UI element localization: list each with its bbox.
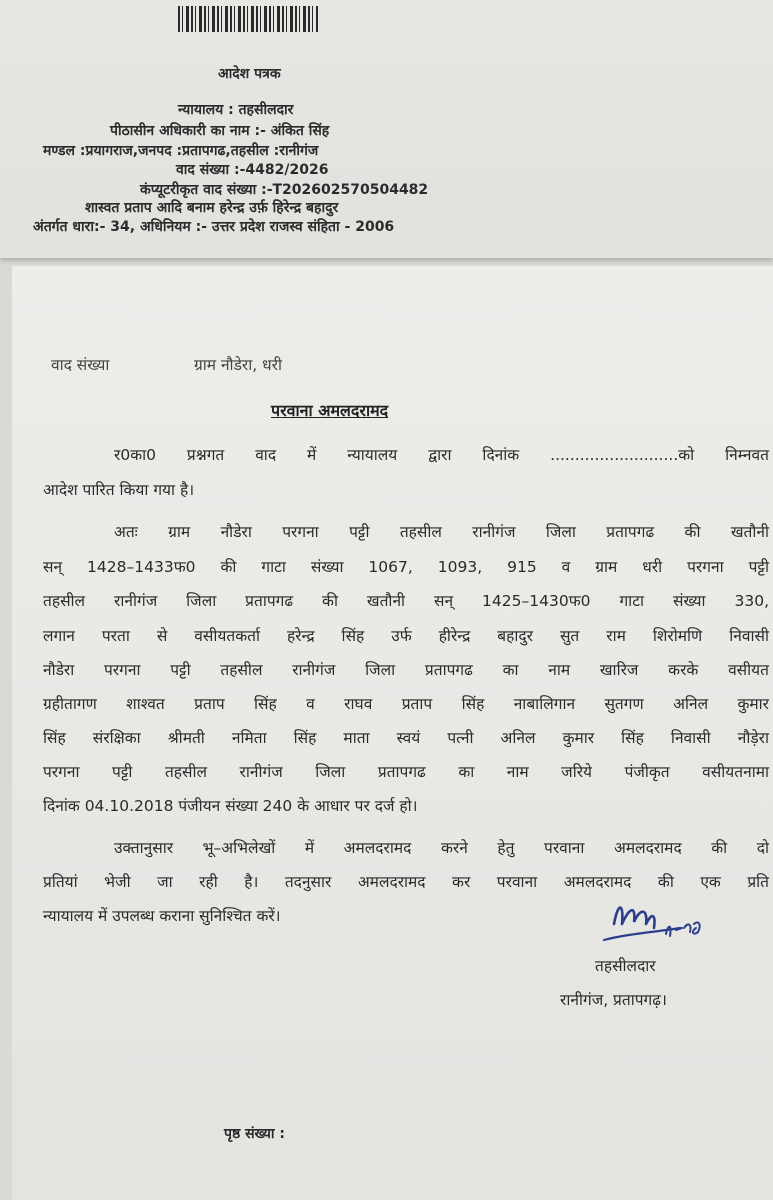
para2-line7: सिंह संरक्षिका श्रीमती नमिता सिंह माता स्वयं पत्नी अनिल कुमार सिंह निवासी नौड़ेरा xyxy=(43,729,769,747)
case-label: वाद संख्या xyxy=(51,356,110,374)
para2-line8: परगना पट्टी तहसील रानीगंज जिला प्रतापगढ का नाम जरिये पंजीकृत वसीयतनामा xyxy=(43,763,769,781)
para2-line9: दिनांक 04.10.2018 पंजीयन संख्या 240 के आधार पर दर्ज हो। xyxy=(43,797,418,815)
para2-line1: अतः ग्राम नौडेरा परगना पट्टी तहसील रानीगंज जिला प्रतापगढ की खतौनी xyxy=(114,523,769,541)
para2-line5: नौडेरा परगना पट्टी तहसील रानीगंज जिला प्रतापगढ का नाम खारिज करके वसीयत xyxy=(43,661,769,679)
para1-line1: र0का0 प्रश्नगत वाद में न्यायालय द्वारा दिनांक ..........................को निम्नवत xyxy=(114,446,769,464)
court-name: न्यायालय : तहसीलदार xyxy=(178,102,294,118)
case-number: वाद संख्या :-4482/2026 xyxy=(176,162,329,178)
presiding-officer: पीठासीन अधिकारी का नाम :- अंकित सिंह xyxy=(110,123,330,139)
para2-line4: लगान परता से वसीयतकर्ता हरेन्द्र सिंह उर्फ हीरेन्द्र बहादुर सुत राम शिरोमणि निवासी xyxy=(43,627,769,645)
case-parties: शास्वत प्रताप आदि बनाम हरेन्द्र उर्फ़ हिरेन्द्र बहादुर xyxy=(85,200,339,216)
para2-line6: ग्रहीतागण शाश्वत प्रताप सिंह व राघव प्रताप सिंह नाबालिगान सुतगण अनिल कुमार xyxy=(43,695,769,713)
letter-title: परवाना अमलदरामद xyxy=(271,401,389,420)
order-slip-header xyxy=(0,0,773,258)
letter-sheet xyxy=(12,266,773,1200)
para3-line3: न्यायालय में उपलब्ध कराना सुनिश्चित करें। xyxy=(43,907,281,925)
computerized-case-number: कंप्यूटरीकृत वाद संख्या :-T202602570504482 xyxy=(140,182,429,198)
para3-line1: उक्तानुसार भू–अभिलेखों में अमलदरामद करने हेतु परवाना अमलदरामद की दो xyxy=(114,839,769,857)
signatory-office: रानीगंज, प्रतापगढ़। xyxy=(560,991,667,1009)
division-district: मण्डल :प्रयागराज,जनपद :प्रतापगढ,तहसील :रानीगंज xyxy=(43,143,319,159)
para1-line2: आदेश पारित किया गया है। xyxy=(43,481,195,499)
para3-line2: प्रतियां भेजी जा रही है। तदनुसार अमलदरामद कर परवाना अमलदरामद की एक प्रति xyxy=(43,873,769,891)
barcode xyxy=(178,6,318,32)
handwritten-signature xyxy=(596,894,726,954)
slip-heading: आदेश पत्रक xyxy=(218,66,281,82)
village-name: ग्राम नौडेरा, धरी xyxy=(194,356,282,374)
para2-line3: तहसील रानीगंज जिला प्रतापगढ की खतौनी सन् 1425–1430फ0 गाटा संख्या 330, xyxy=(43,592,769,610)
page-number-label: पृष्ठ संख्या : xyxy=(224,1126,285,1142)
signatory-designation: तहसीलदार xyxy=(595,957,656,975)
act-section: अंतर्गत धारा:- 34, अधिनियम :- उत्तर प्रदेश राजस्व संहिता - 2006 xyxy=(33,219,395,235)
para2-line2: सन् 1428–1433फ0 की गाटा संख्या 1067, 1093, 915 व ग्राम धरी परगना पट्टी xyxy=(43,558,769,576)
